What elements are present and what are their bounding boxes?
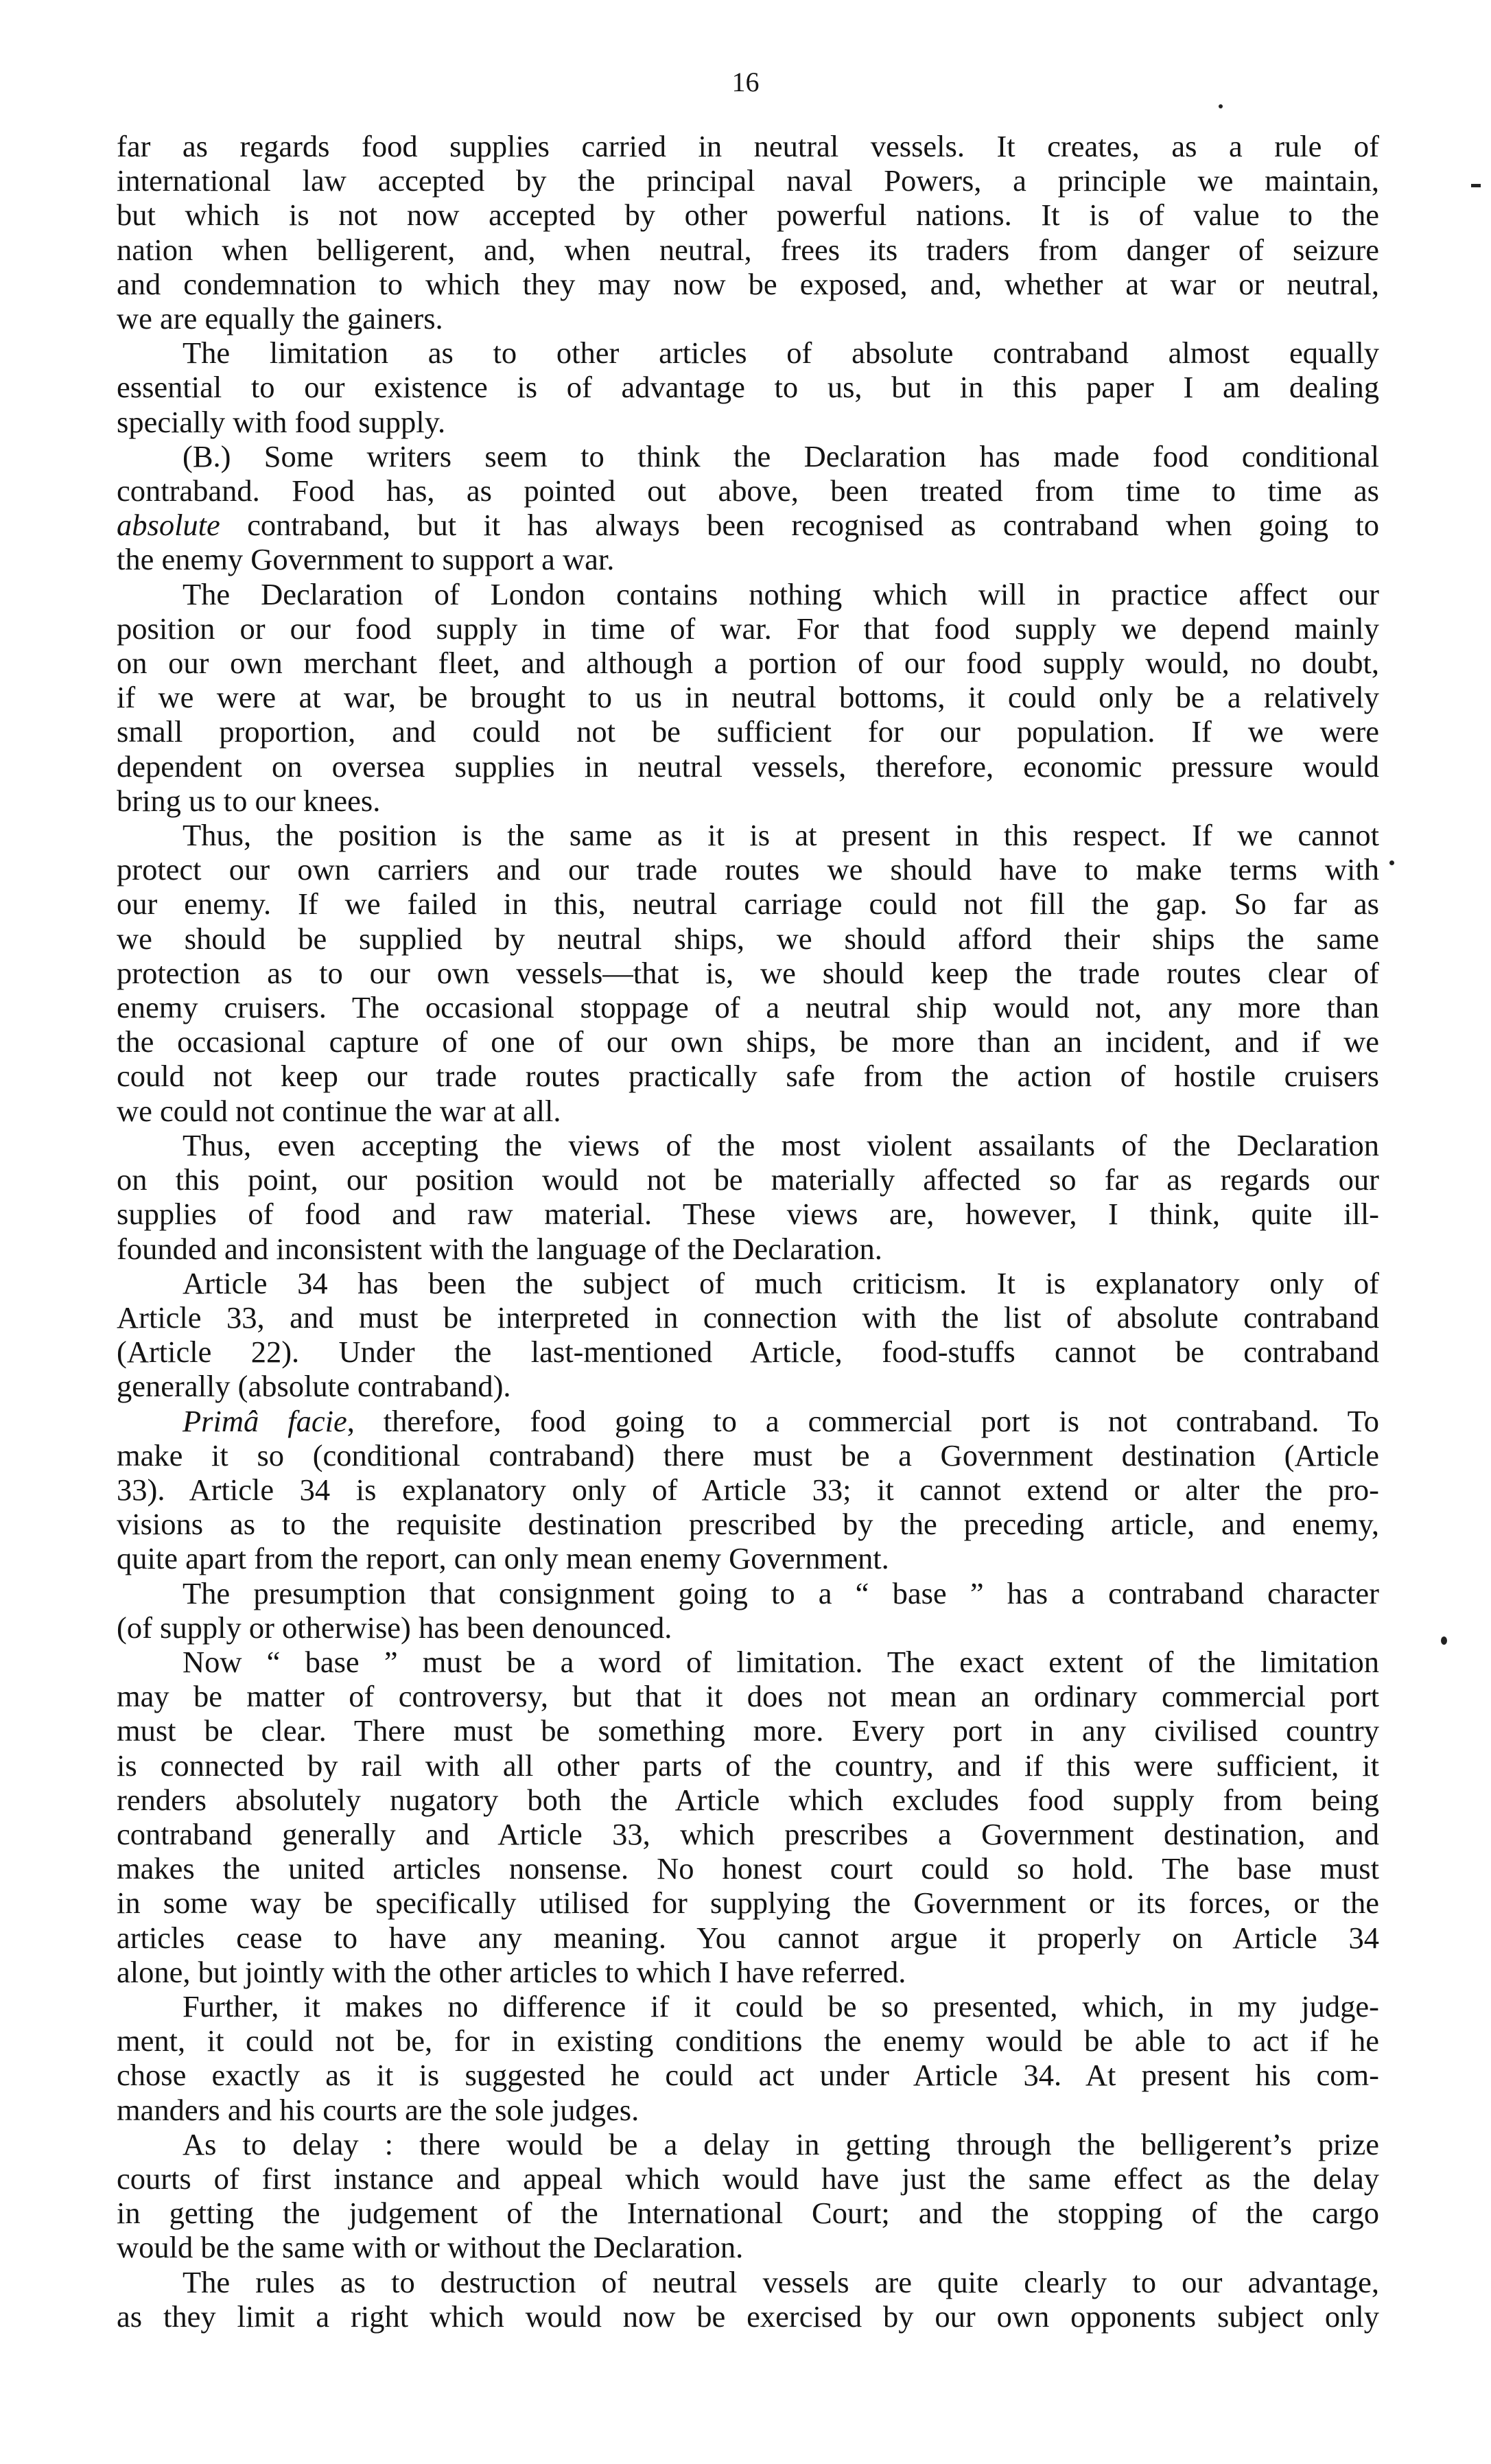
text-line: our enemy. If we failed in this, neutral carriage could not fill the gap. So far as (117, 887, 1379, 922)
text-line: chose exactly as it is suggested he could act under Article 34. At present his com- (117, 2058, 1379, 2093)
text-line: small proportion, and could not be sufficient for our population. If we were (117, 714, 1379, 749)
text-line: but which is not now accepted by other powerful nations. It is of value to the (117, 198, 1379, 233)
text-line: the occasional capture of one of our own ships, be more than an incident, and if we (117, 1024, 1379, 1059)
text-line: the enemy Government to support a war. (117, 542, 615, 577)
text-line: and condemnation to which they may now be exposed, and, whether at war or neutral, (117, 266, 1379, 301)
text-line: Thus, the position is the same as it is at present in this respect. If we cannot (183, 818, 1379, 853)
text-line: position or our food supply in time of war. For that food supply we depend mainly (117, 611, 1379, 646)
text-line: Article 34 has been the subject of much criticism. It is explanatory only of (183, 1265, 1379, 1300)
text-line: generally (absolute contraband). (117, 1369, 511, 1404)
paragraph (117, 2265, 1379, 2334)
text-line: nation when belligerent, and, when neutral, frees its traders from danger of seizure (117, 232, 1379, 267)
paragraph (117, 1404, 1379, 1576)
margin-speck (1219, 104, 1223, 108)
text-line: (of supply or otherwise) has been denounced. (117, 1610, 672, 1645)
text-line: quite apart from the report, can only mean enemy Government. (117, 1541, 889, 1576)
text-line: contraband. Food has, as pointed out above, been treated from time to time as (117, 473, 1379, 508)
text-line: would be the same with or without the Declaration. (117, 2230, 744, 2265)
paragraph (117, 1576, 1379, 1645)
text-line: supplies of food and raw material. These views are, however, I think, quite ill- (117, 1197, 1379, 1232)
text-line: we are equally the gainers. (117, 301, 443, 336)
text-line: make it so (conditional contraband) there must be a Government destination (Article (117, 1438, 1379, 1472)
text-line: essential to our existence is of advantage to us, but in this paper I am dealing (117, 370, 1379, 405)
text-line: in some way be specifically utilised for supplying the Government or its forces, or the (117, 1886, 1379, 1921)
text-line: specially with food supply. (117, 404, 446, 439)
text-line: dependent on oversea supplies in neutral vessels, therefore, economic pressure would (117, 749, 1379, 784)
text-line: The Declaration of London contains nothing which will in practice affect our (183, 576, 1379, 611)
text-line: in getting the judgement of the International Court; and the stopping of the cargo (117, 2196, 1379, 2231)
text-line: Further, it makes no difference if it could be so presented, which, in my judge- (183, 1988, 1379, 2023)
text-line: on this point, our position would not be materially affected so far as regards our (117, 1162, 1379, 1197)
paragraph (117, 336, 1379, 439)
text-line: protection as to our own vessels—that is, we should keep the trade routes clear of (117, 955, 1379, 990)
paragraph (117, 1128, 1379, 1266)
text-line: if we were at war, be brought to us in neutral bottoms, it could only be a relatively (117, 680, 1379, 715)
text-line: we should be supplied by neutral ships, we should afford their ships the same (117, 921, 1379, 956)
text-line: as they limit a right which would now be exercised by our own opponents subject only (117, 2299, 1379, 2334)
text-line: 33). Article 34 is explanatory only of Article 33; it cannot extend or alter the pro- (117, 1472, 1379, 1507)
text-line: Thus, even accepting the views of the most violent assailants of the Declaration (183, 1127, 1379, 1162)
paragraph (117, 1989, 1379, 2127)
text-line: Now “ base ” must be a word of limitation. The exact extent of the limitation (183, 1644, 1379, 1679)
margin-speck (1441, 1636, 1447, 1645)
text-line: must be clear. There must be something more. Every port in any civilised country (117, 1713, 1379, 1748)
text-line: we could not continue the war at all. (117, 1093, 561, 1128)
text-line: alone, but jointly with the other articles to which I have referred. (117, 1954, 906, 1989)
text-line: (B.) Some writers seem to think the Declaration has made food conditional (183, 438, 1379, 473)
margin-dash-mark (1471, 184, 1481, 187)
body-text (117, 129, 1379, 2334)
text-line: The limitation as to other articles of absolute contraband almost equally (183, 336, 1379, 371)
paragraph (117, 439, 1379, 577)
text-line: visions as to the requisite destination prescribed by the preceding article, and enemy, (117, 1507, 1379, 1542)
text-line: Primâ facie, therefore, food going to a commercial port is not contraband. To (183, 1403, 1379, 1438)
paragraph (117, 1266, 1379, 1404)
paragraph (117, 818, 1379, 1128)
text-line: contraband generally and Article 33, which prescribes a Government destination, and (117, 1816, 1379, 1851)
text-line: bring us to our knees. (117, 783, 381, 818)
text-line: manders and his courts are the sole judges. (117, 2092, 639, 2127)
text-line: international law accepted by the principal naval Powers, a principle we maintain, (117, 163, 1379, 198)
text-line: As to delay : there would be a delay in getting through the belligerent’s prize (183, 2126, 1379, 2161)
text-line: Article 33, and must be interpreted in connection with the list of absolute contraband (117, 1300, 1379, 1335)
page-number: 16 (731, 67, 760, 97)
text-line: far as regards food supplies carried in neutral vessels. It creates, as a rule of (117, 129, 1379, 163)
text-line: The presumption that consignment going to a “ base ” has a contraband character (183, 1575, 1379, 1610)
text-line: (Article 22). Under the last-mentioned Article, food-stuffs cannot be contraband (117, 1335, 1379, 1370)
text-line: on our own merchant fleet, and although a portion of our food supply would, no doubt, (117, 646, 1379, 681)
text-line: courts of first instance and appeal which would have just the same effect as the delay (117, 2161, 1379, 2196)
text-line: absolute contraband, but it has always been recognised as contraband when going to (117, 508, 1379, 543)
paragraph (117, 2127, 1379, 2265)
paragraph (117, 129, 1379, 336)
text-line: could not keep our trade routes practically safe from the action of hostile cruisers (117, 1059, 1379, 1094)
text-line: founded and inconsistent with the language of the Declaration. (117, 1231, 882, 1266)
margin-speck (1389, 860, 1394, 865)
paragraph (117, 577, 1379, 818)
paragraph (117, 1645, 1379, 1989)
text-line: ment, it could not be, for in existing conditions the enemy would be able to act if he (117, 2023, 1379, 2058)
text-line: may be matter of controversy, but that it does not mean an ordinary commercial port (117, 1679, 1379, 1714)
text-line: articles cease to have any meaning. You cannot argue it properly on Article 34 (117, 1920, 1379, 1955)
text-line: enemy cruisers. The occasional stoppage of a neutral ship would not, any more than (117, 990, 1379, 1025)
text-line: renders absolutely nugatory both the Article which excludes food supply from being (117, 1782, 1379, 1817)
text-line: is connected by rail with all other parts of the country, and if this were sufficient, it (117, 1748, 1379, 1783)
text-line: makes the united articles nonsense. No honest court could so hold. The base must (117, 1851, 1379, 1886)
text-line: protect our own carriers and our trade routes we should have to make terms with (117, 852, 1379, 887)
text-line: The rules as to destruction of neutral vessels are quite clearly to our advantage, (183, 2264, 1379, 2299)
